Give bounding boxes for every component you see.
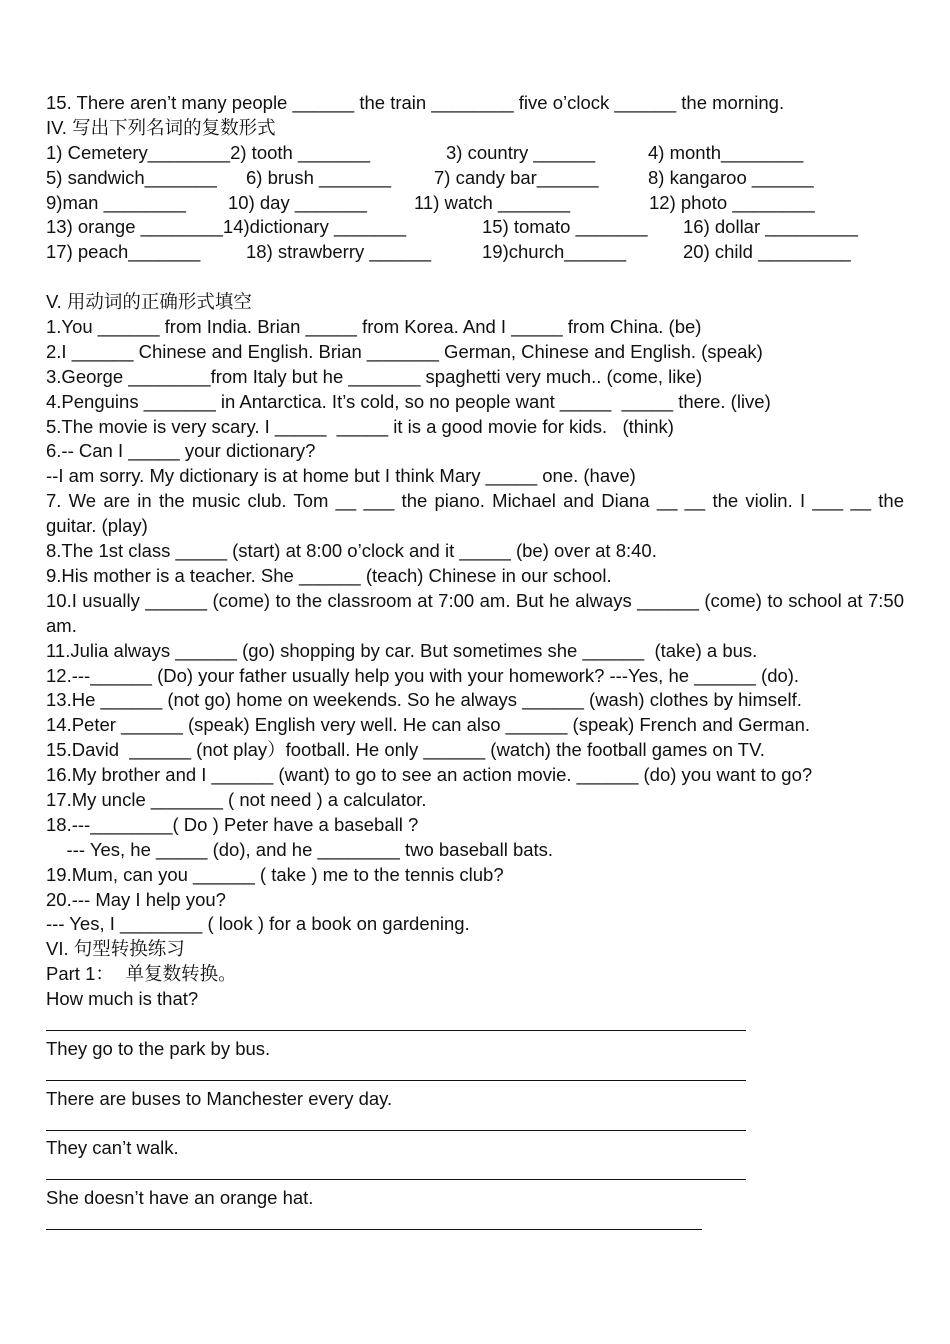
plural-row-1 [46,141,904,166]
plural-item: 16) dollar _________ [683,216,858,238]
plural-item: 12) photo ________ [649,191,815,213]
exercise-15-line: 15. There aren’t many people ______ the train ________ five o’clock ______ the morning. [46,92,785,113]
verb-exercise-4: 4.Penguins _______ in Antarctica. It’s cold, so no people want _____ _____ there. (live) [46,390,771,412]
plural-item: 15) tomato _______ [482,216,648,238]
plural-row-3 [46,191,904,216]
plural-item: 17) peach_______ [46,241,201,263]
answer-line-3[interactable] [46,1112,904,1137]
transform-sentence-5: She doesn’t have an orange hat. [46,1187,314,1209]
answer-line-1[interactable] [46,1012,904,1037]
transform-sentence-1: How much is that? [46,988,199,1010]
verb-exercise-19: 19.Mum, can you ______ ( take ) me to the tennis club? [46,863,504,885]
verb-exercise-17: 17.My uncle _______ ( not need ) a calculator. [46,789,427,810]
plural-row-2 [46,166,904,191]
plural-item: 3) country ______ [446,141,596,163]
verb-exercise-12: 12.---______ (Do) your father usually help you with your homework? ---Yes, he ______ (do). [46,664,800,686]
plural-item: 4) month________ [648,141,804,163]
answer-rule [46,1030,746,1031]
plural-item: 20) child _________ [683,241,851,263]
verb-exercise-8: 8.The 1st class _____ (start) at 8:00 o’clock and it _____ (be) over at 8:40. [46,540,657,562]
answer-rule [46,1179,746,1180]
part-1-title: 单复数转换。 [113,964,237,986]
worksheet-page [46,91,904,1236]
verb-exercise-9: 9.His mother is a teacher. She ______ (teach) Chinese in our school. [46,564,612,586]
part-1-label: Part 1： [46,963,114,985]
plural-item: 13) orange ________14)dictionary _______ [46,216,407,238]
transform-sentence-3: There are buses to Manchester every day. [46,1087,393,1109]
spacer [46,265,904,290]
verb-exercise-14: 14.Peter ______ (speak) English very well. He can also ______ (speak) French and German. [46,714,811,736]
section-6-title: 句型转换练习 [73,939,185,961]
plural-item: 5) sandwich_______ [46,166,217,188]
answer-line-5[interactable] [46,1211,904,1236]
verb-exercise-13: 13.He ______ (not go) home on weekends. So he always ______ (wash) clothes by himself. [46,689,802,711]
section-6-heading [46,937,904,962]
answer-rule [46,1080,746,1081]
plural-item: 10) day _______ [228,191,367,213]
verb-exercise-11: 11.Julia always ______ (go) shopping by car. But sometimes she ______ (take) a bus. [46,639,758,661]
verb-exercise-6-answer: --I am sorry. My dictionary is at home but I think Mary _____ one. (have) [46,465,636,487]
verb-exercise-3: 3.George ________from Italy but he _______ spaghetti very much.. (come, like) [46,365,703,387]
verb-exercise-6-question: 6.-- Can I _____ your dictionary? [46,440,316,462]
verb-exercise-20-question: 20.--- May I help you? [46,888,226,910]
plural-item: 8) kangaroo ______ [648,166,814,188]
verb-exercise-1: 1.You ______ from India. Brian _____ from Korea. And I _____ from China. (be) [46,316,702,338]
answer-line-4[interactable] [46,1161,904,1186]
section-6-number: VI. [46,938,74,960]
plural-item: 11) watch _______ [414,191,570,213]
plural-item: 18) strawberry ______ [246,241,432,263]
verb-exercise-16: 16.My brother and I ______ (want) to go to see an action movie. ______ (do) you want to go? [46,764,813,786]
verb-exercise-18-answer: --- Yes, he _____ (do), and he ________ two baseball bats. [46,838,554,860]
plural-item: 19)church______ [482,241,626,263]
verb-exercise-2: 2.I ______ Chinese and English. Brian _______ German, Chinese and English. (speak) [46,340,763,362]
part-1-heading [46,962,904,987]
section-5-heading [46,290,904,315]
section-5-title: 用动词的正确形式填空 [66,292,252,314]
plural-item: 1) Cemetery________2) tooth _______ [46,141,370,163]
section-4-number: IV. [46,116,73,138]
plural-item: 7) candy bar______ [434,166,599,188]
section-4-heading [46,116,904,141]
section-5-number: V. [46,291,67,313]
plural-item: 6) brush _______ [246,166,392,188]
plural-row-5 [46,240,904,265]
transform-sentence-4: They can’t walk. [46,1137,179,1159]
verb-exercise-15: 15.David ______ (not play）football. He only ______ (watch) the football games on TV. [46,739,765,761]
verb-exercise-5: 5.The movie is very scary. I _____ _____ it is a good movie for kids. (think) [46,415,674,437]
section-4-title: 写出下列名词的复数形式 [72,117,276,139]
transform-sentence-2: They go to the park by bus. [46,1037,271,1059]
verb-exercise-10: 10.I usually ______ (come) to the classroom at 7:00 am. But he always ______ (come) to school at 7:50 am. [46,589,904,636]
verb-exercise-18-question: 18.---________( Do ) Peter have a baseball ? [46,813,419,835]
plural-item: 9)man ________ [46,191,186,213]
answer-rule [46,1229,702,1230]
answer-rule [46,1130,746,1131]
verb-exercise-20-answer: --- Yes, I ________ ( look ) for a book on gardening. [46,913,470,935]
plural-row-4 [46,215,904,240]
verb-exercise-7: 7. We are in the music club. Tom __ ___ the piano. Michael and Diana __ __ the violin. I ___ __ the guitar. (play) [46,490,904,537]
answer-line-2[interactable] [46,1062,904,1087]
